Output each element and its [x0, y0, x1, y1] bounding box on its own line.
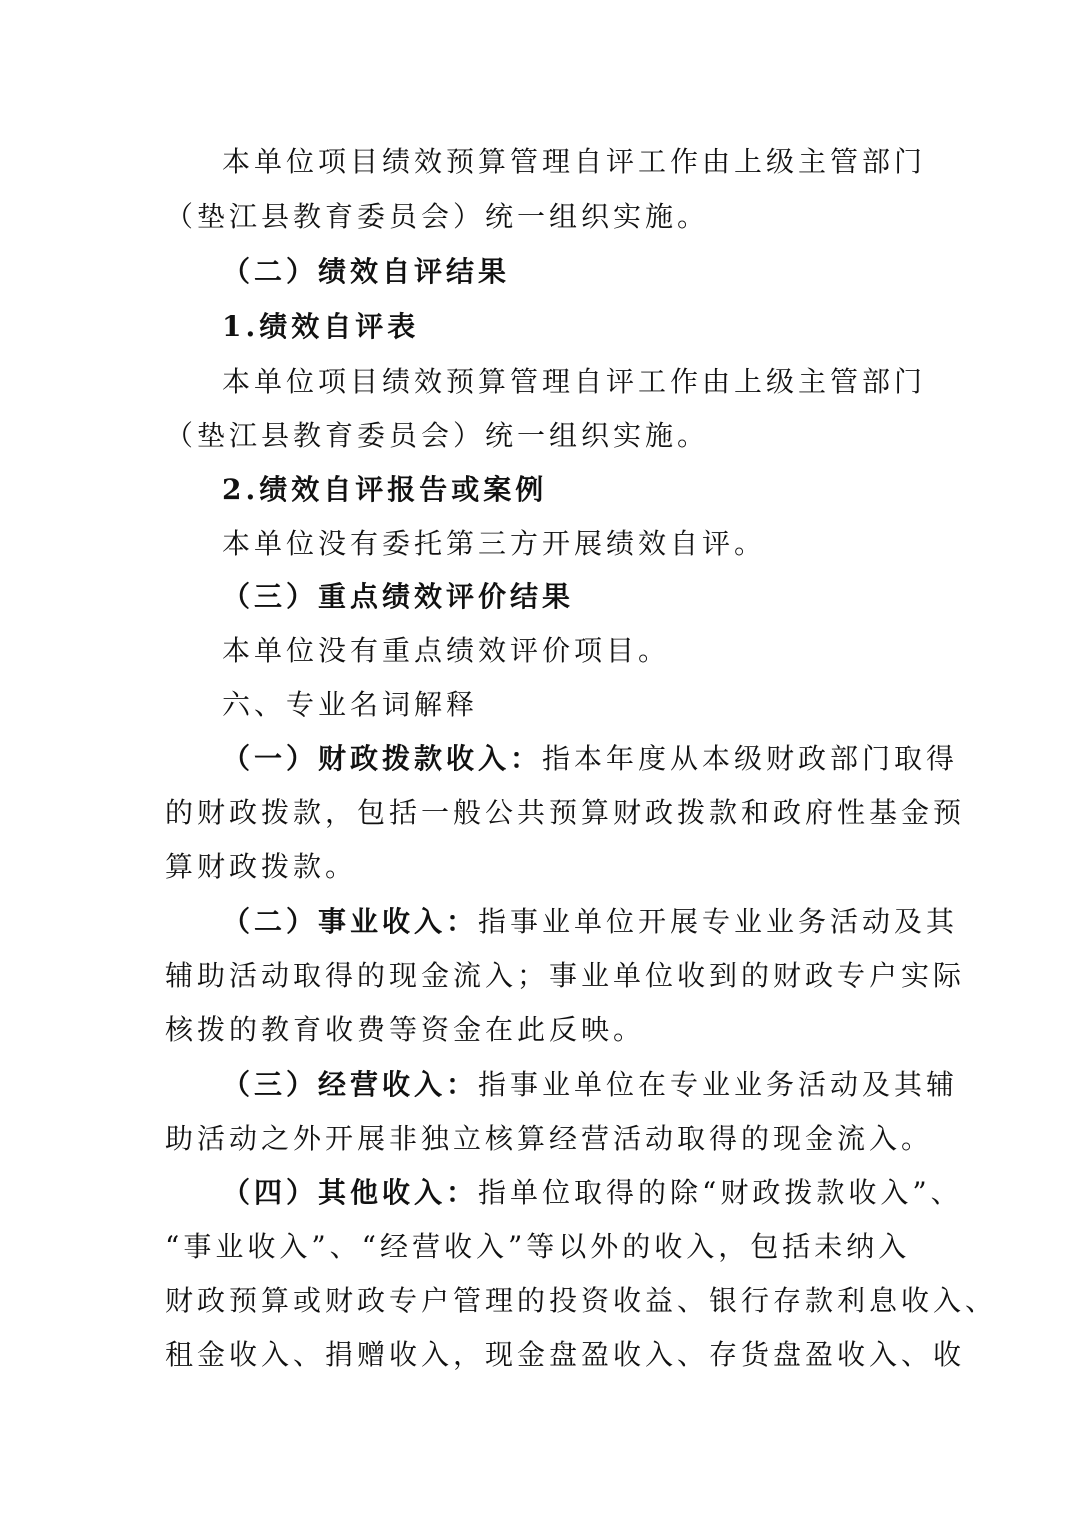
paragraph-line: （垫江县教育委员会）统一组织实施。	[165, 200, 710, 233]
term-label: （三）经营收入：	[222, 1068, 479, 1101]
term-definition-line: 助活动之外开展非独立核算经营活动取得的现金流入。	[165, 1122, 934, 1155]
term-definition-first-line	[222, 739, 982, 779]
chapter-heading: 六、专业名词解释	[222, 688, 479, 721]
term-definition-first-line	[222, 1173, 982, 1213]
term-text: 指事业单位在专业业务活动及其辅	[478, 1068, 959, 1101]
term-definition-line: 租金收入、捐赠收入，现金盘盈收入、存货盘盈收入、收	[165, 1338, 966, 1371]
term-definition-line: 辅助活动取得的现金流入；事业单位收到的财政专户实际	[165, 959, 966, 992]
term-text: 指事业单位开展专业业务活动及其	[478, 905, 959, 938]
term-label: （二）事业收入：	[222, 905, 479, 938]
section-heading: （二）绩效自评结果	[222, 255, 511, 288]
term-definition-line: 算财政拨款。	[165, 850, 358, 883]
term-definition-first-line	[222, 902, 982, 942]
term-definition-line: 财政预算或财政专户管理的投资收益、银行存款利息收入、	[165, 1284, 998, 1317]
section-heading: （三）重点绩效评价结果	[222, 580, 575, 613]
paragraph-line: 本单位项目绩效预算管理自评工作由上级主管部门	[222, 365, 927, 398]
term-label: （四）其他收入：	[222, 1176, 479, 1209]
paragraph-line: 本单位项目绩效预算管理自评工作由上级主管部门	[222, 145, 927, 178]
paragraph-line: （垫江县教育委员会）统一组织实施。	[165, 419, 710, 452]
term-label: （一）财政拨款收入：	[222, 742, 543, 775]
paragraph-line: 本单位没有重点绩效评价项目。	[222, 634, 671, 667]
subsection-heading: 1.绩效自评表	[222, 310, 420, 343]
subsection-heading: 2.绩效自评报告或案例	[222, 473, 548, 506]
term-definition-line: “事业收入”、“经营收入”等以外的收入，包括未纳入	[165, 1230, 911, 1263]
paragraph-line: 本单位没有委托第三方开展绩效自评。	[222, 527, 767, 560]
term-text: 指单位取得的除“财政拨款收入”、	[478, 1176, 963, 1209]
term-definition-first-line	[222, 1065, 982, 1105]
term-definition-line: 的财政拨款，包括一般公共预算财政拨款和政府性基金预	[165, 796, 966, 829]
term-definition-line: 核拨的教育收费等资金在此反映。	[165, 1013, 646, 1046]
term-text: 指本年度从本级财政部门取得	[542, 742, 959, 775]
